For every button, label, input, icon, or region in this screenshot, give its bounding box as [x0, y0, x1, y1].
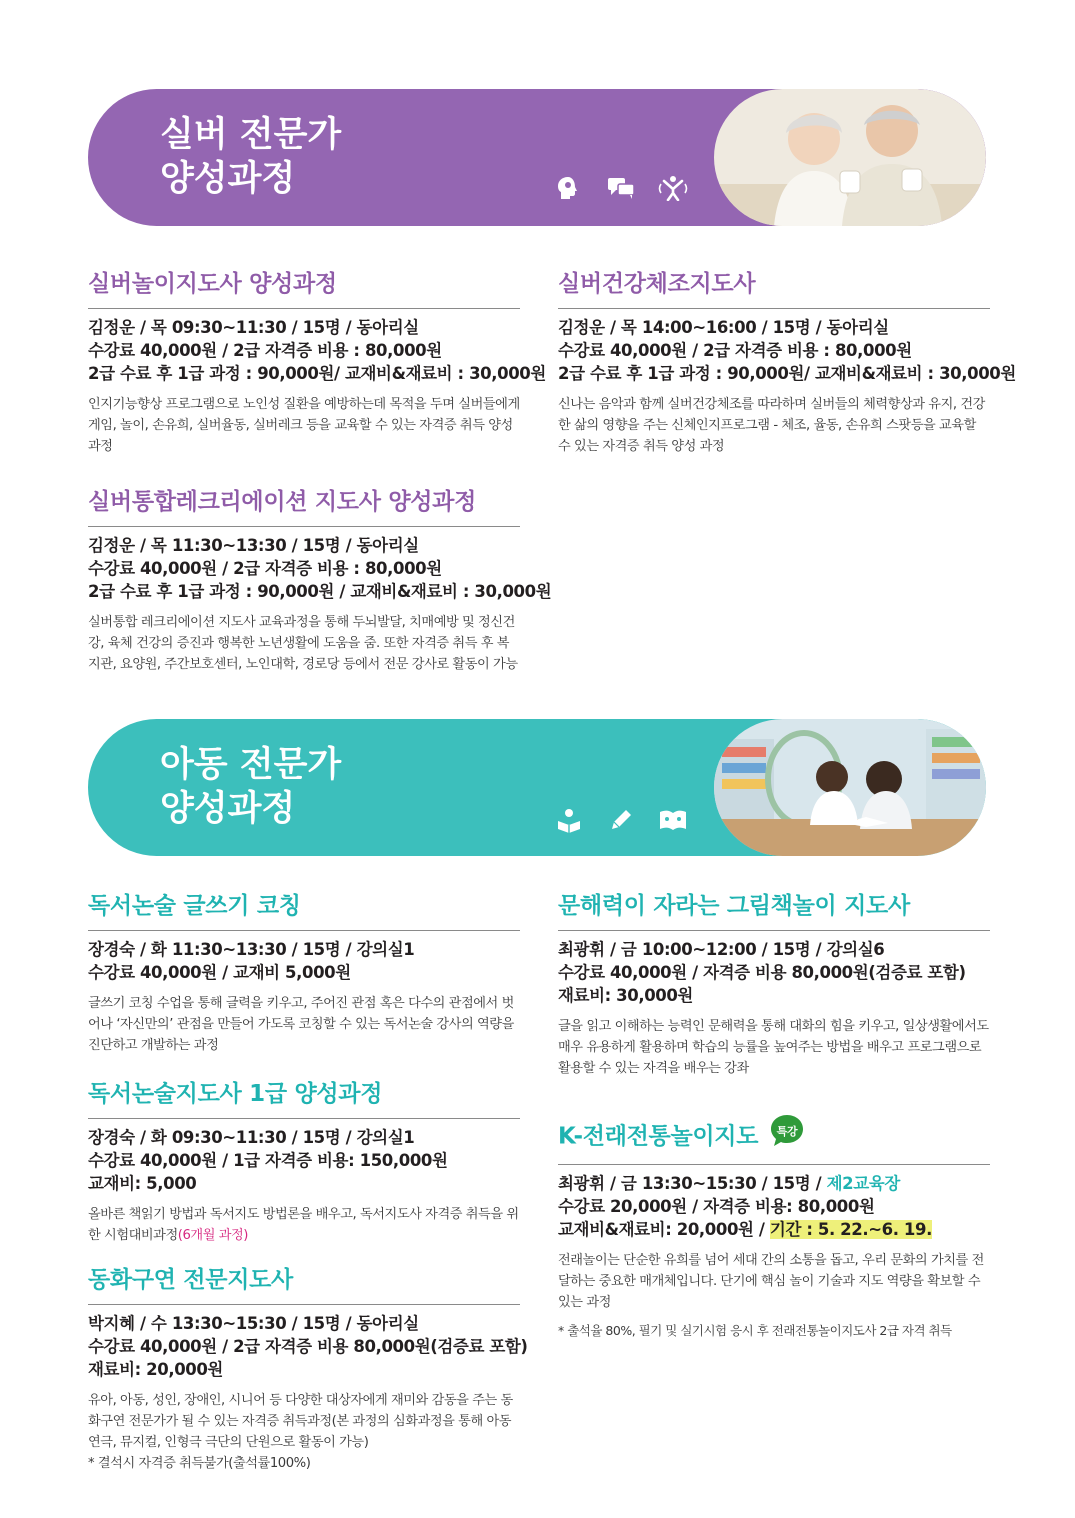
course-k-traditional-play: [558, 1118, 990, 1339]
children-library-photo: [714, 719, 986, 856]
silver-banner-title: [160, 113, 341, 201]
course-picture-book-play: [558, 890, 990, 1079]
course-fee: 수강료 40,000원 / 2급 자격증 비용 80,000원(검증료 포함): [88, 1337, 528, 1356]
course-material-fee: 교재비: 5,000: [88, 1174, 197, 1193]
course-info: [88, 1126, 520, 1195]
course-info: [88, 938, 520, 984]
course-schedule: 장경숙 / 화 11:30~13:30 / 15명 / 강의실1: [88, 940, 415, 959]
silver-title-line2: 양성과정: [160, 159, 296, 199]
chat-bubbles-icon: [606, 175, 636, 201]
course-description: 글을 읽고 이해하는 능력인 문해력을 통해 대화의 힘을 키우고, 일상생활에서도 매우 유용하게 활용하며 학습의 능률을 높여주는 방법을 배우고 프로그램으로 활용할 수 있는 자격을 배우는 강좌: [558, 1019, 989, 1076]
course-advanced-fee: 2급 수료 후 1급 과정 : 90,000원/ 교재비&재료비 : 30,000원: [88, 364, 546, 383]
silver-icons: [554, 175, 688, 201]
special-lecture-badge-text: 특강: [776, 1125, 798, 1138]
course-title: 독서논술 글쓰기 코칭: [88, 890, 520, 931]
course-schedule: 김정운 / 목 11:30~13:30 / 15명 / 동아리실: [88, 536, 419, 555]
child-banner: [88, 719, 986, 856]
course-reading-instructor-1: [88, 1078, 520, 1246]
course-title: 독서논술지도사 1급 양성과정: [88, 1078, 520, 1119]
course-material-fee: 재료비: 20,000원: [88, 1360, 223, 1379]
course-title-text: K-전래전통놀이지도: [558, 1123, 759, 1150]
course-fee: 수강료 40,000원 / 교재비 5,000원: [88, 963, 351, 982]
course-title: 문해력이 자라는 그림책놀이 지도사: [558, 890, 990, 931]
course-schedule: 김정운 / 목 09:30~11:30 / 15명 / 동아리실: [88, 318, 419, 337]
course-material-fee: 재료비: 30,000원: [558, 986, 693, 1005]
course-info: [88, 316, 546, 385]
course-duration-highlight: (6개월 과정): [177, 1228, 248, 1243]
course-info: [558, 938, 990, 1007]
course-fee: 수강료 40,000원 / 1급 자격증 비용: 150,000원: [88, 1151, 448, 1170]
child-icons: [554, 807, 688, 833]
open-book-icon: [658, 807, 688, 833]
course-place: 제2교육장: [826, 1174, 900, 1193]
course-advanced-fee: 2급 수료 후 1급 과정 : 90,000원 / 교재비&재료비 : 30,000원: [88, 582, 552, 601]
person-reading-icon: [554, 807, 584, 833]
course-info: [88, 1312, 528, 1381]
course-title: [558, 1118, 990, 1165]
course-title: 동화구연 전문지도사: [88, 1264, 520, 1305]
course-description: 실버통합 레크리에이션 지도사 교육과정을 통해 두뇌발달, 치매예방 및 정신건강, 육체 건강의 증진과 행복한 노년생활에 도움을 줌. 또한 자격증 취득 후 복지관, 요양원, 주간보호센터, 노인대학, 경로당 등에서 전문 강사로 활동이 가능: [88, 615, 518, 672]
course-description-text: 올바른 책읽기 방법과 독서지도 방법론을 배우고, 독서지도사 자격증 취득을 위한 시험대비과정: [88, 1207, 519, 1243]
silver-banner: [88, 89, 986, 226]
child-banner-title: [160, 743, 341, 831]
course-info: [558, 1172, 990, 1241]
brain-head-icon: [554, 175, 584, 201]
seniors-photo: [714, 89, 986, 226]
course-material-fee-text: 교재비&재료비: 20,000원 /: [558, 1220, 770, 1239]
course-storytelling: [88, 1264, 528, 1474]
course-fee: 수강료 40,000원 / 2급 자격증 비용 : 80,000원: [88, 559, 442, 578]
course-fee: 수강료 20,000원 / 자격증 비용: 80,000원: [558, 1197, 875, 1216]
course-schedule: 장경숙 / 화 09:30~11:30 / 15명 / 강의실1: [88, 1128, 415, 1147]
course-schedule: [558, 1172, 990, 1195]
course-note: * 출석율 80%, 필기 및 실기시험 응시 후 전래전통놀이지도사 2급 자격 취득: [558, 1323, 952, 1338]
course-silver-recreation: [88, 486, 552, 675]
course-material-fee: [558, 1218, 990, 1241]
course-schedule: 박지혜 / 수 13:30~15:30 / 15명 / 동아리실: [88, 1314, 419, 1333]
course-title: 실버통합레크리에이션 지도사 양성과정: [88, 486, 520, 527]
person-exercise-icon: [658, 175, 688, 201]
child-title-line1: 아동 전문가: [160, 745, 342, 785]
course-description-text: 유아, 아동, 성인, 장애인, 시니어 등 다양한 대상자에게 재미와 감동을 주는 동화구연 전문가가 될 수 있는 자격증 취득과정(본 과정의 심화과정을 통해 아동 연극, 뮤지컬, 인형극 극단의 단원으로 활동이 가능): [88, 1393, 513, 1450]
course-info: [558, 316, 1016, 385]
course-fee: 수강료 40,000원 / 자격증 비용 80,000원(검증료 포함): [558, 963, 966, 982]
course-info: [88, 534, 552, 603]
course-schedule: 김정운 / 목 14:00~16:00 / 15명 / 동아리실: [558, 318, 889, 337]
pencil-icon: [606, 807, 636, 833]
special-lecture-badge: [768, 1112, 806, 1150]
course-advanced-fee: 2급 수료 후 1급 과정 : 90,000원/ 교재비&재료비 : 30,000원: [558, 364, 1016, 383]
child-title-line2: 양성과정: [160, 789, 296, 829]
course-reading-writing-coaching: [88, 890, 520, 1056]
course-description: [88, 1390, 520, 1474]
course-description: 전래놀이는 단순한 유희를 넘어 세대 간의 소통을 돕고, 우리 문화의 가치를 전달하는 중요한 매개체입니다. 단기에 핵심 놀이 기술과 지도 역량을 확보할 수 있는 과정: [558, 1253, 984, 1310]
course-schedule-text: 최광휘 / 금 13:30~15:30 / 15명 /: [558, 1174, 827, 1193]
course-silver-play: [88, 268, 546, 457]
course-note: * 결석시 자격증 취득불가(출석률100%): [88, 1456, 311, 1471]
course-fee: 수강료 40,000원 / 2급 자격증 비용 : 80,000원: [88, 341, 442, 360]
silver-title-line1: 실버 전문가: [160, 115, 342, 155]
course-description: 신나는 음악과 함께 실버건강체조를 따라하며 실버들의 체력향상과 유지, 건강한 삶의 영향을 주는 신체인지프로그램 - 체조, 율동, 손유희 스팟등을 교육할 수 있는 자격증 취득 양성 과정: [558, 397, 985, 454]
course-title: 실버건강체조지도사: [558, 268, 990, 309]
course-title: 실버놀이지도사 양성과정: [88, 268, 520, 309]
course-silver-exercise: [558, 268, 1016, 457]
course-schedule: 최광휘 / 금 10:00~12:00 / 15명 / 강의실6: [558, 940, 885, 959]
course-description: 인지기능향상 프로그램으로 노인성 질환을 예방하는데 목적을 두며 실버들에게 게임, 놀이, 손유희, 실버율동, 실버레크 등을 교육할 수 있는 자격증 취득 양성 과정: [88, 397, 520, 454]
course-description: [88, 1204, 520, 1246]
course-period: 기간 : 5. 22.~6. 19.: [769, 1220, 932, 1239]
course-description: 글쓰기 코칭 수업을 통해 글력을 키우고, 주어진 관점 혹은 다수의 관점에서 벗어나 ‘자신만의’ 관점을 만들어 가도록 코칭할 수 있는 독서논술 강사의 역량을 진단하고 개발하는 과정: [88, 996, 514, 1053]
course-fee: 수강료 40,000원 / 2급 자격증 비용 : 80,000원: [558, 341, 912, 360]
